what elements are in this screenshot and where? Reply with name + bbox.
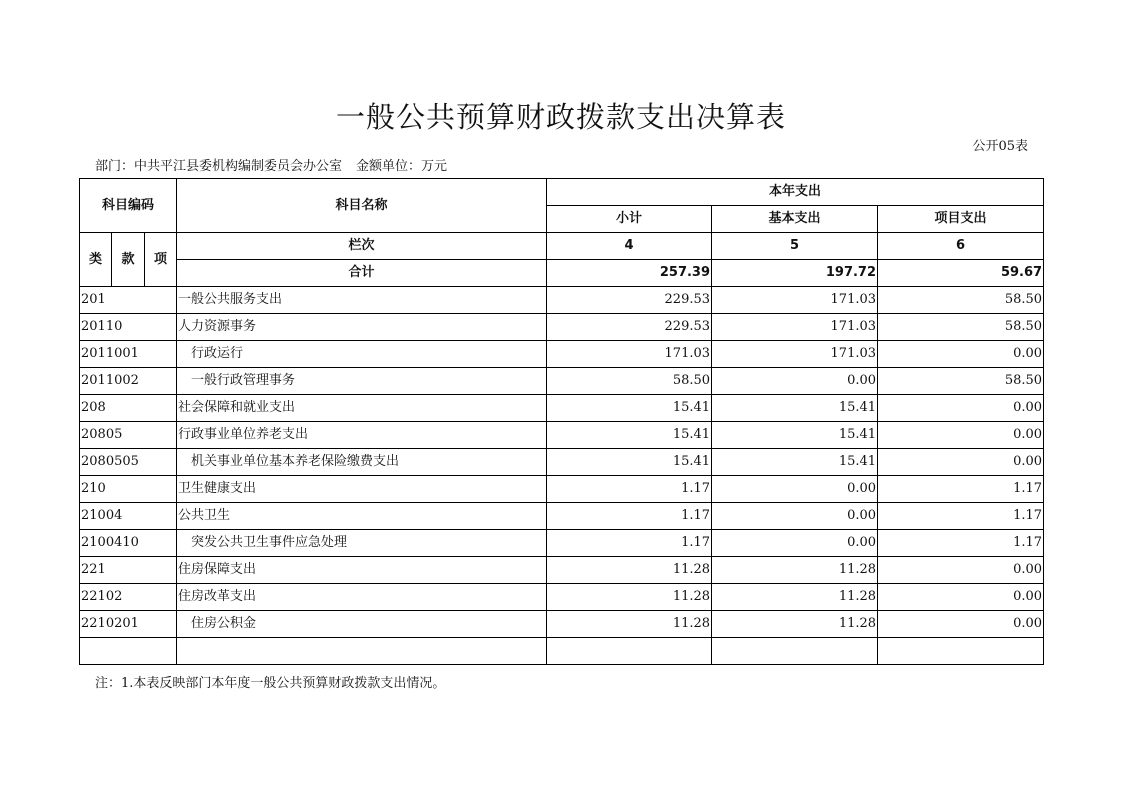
table-row — [80, 314, 1044, 341]
row-name: 卫生健康支出 — [177, 476, 547, 503]
empty-cell — [878, 638, 1044, 665]
row-project: 0.00 — [878, 584, 1044, 611]
row-code: 221 — [80, 557, 177, 584]
header-col-4: 4 — [547, 233, 712, 260]
table-row — [80, 476, 1044, 503]
table-row — [80, 557, 1044, 584]
row-name: 住房公积金 — [177, 611, 547, 638]
row-code: 2210201 — [80, 611, 177, 638]
row-basic: 15.41 — [712, 395, 878, 422]
table-row — [80, 422, 1044, 449]
total-row — [80, 260, 1044, 287]
header-project: 项目支出 — [878, 206, 1044, 233]
page-title: 一般公共预算财政拨款支出决算表 — [335, 100, 786, 134]
row-subtotal: 1.17 — [547, 503, 712, 530]
row-subtotal: 58.50 — [547, 368, 712, 395]
expenditure-table — [79, 178, 1044, 665]
row-basic: 15.41 — [712, 449, 878, 476]
row-code: 2080505 — [80, 449, 177, 476]
table-row — [80, 395, 1044, 422]
row-name: 一般公共服务支出 — [177, 287, 547, 314]
row-subtotal: 11.28 — [547, 557, 712, 584]
header-basic: 基本支出 — [712, 206, 878, 233]
header-col-6: 6 — [878, 233, 1044, 260]
header-column-label: 栏次 — [177, 233, 547, 260]
row-subtotal: 11.28 — [547, 584, 712, 611]
total-project: 59.67 — [878, 260, 1044, 287]
row-code: 2011002 — [80, 368, 177, 395]
header-name: 科目名称 — [177, 179, 547, 233]
row-subtotal: 171.03 — [547, 341, 712, 368]
unit-label: 金额单位：万元 — [356, 159, 448, 174]
row-project: 58.50 — [878, 314, 1044, 341]
row-code: 208 — [80, 395, 177, 422]
form-number: 公开05表 — [972, 139, 1028, 154]
row-basic: 171.03 — [712, 314, 878, 341]
row-subtotal: 15.41 — [547, 449, 712, 476]
row-name: 行政运行 — [177, 341, 547, 368]
row-subtotal: 229.53 — [547, 314, 712, 341]
row-project: 58.50 — [878, 368, 1044, 395]
row-project: 1.17 — [878, 530, 1044, 557]
row-subtotal: 229.53 — [547, 287, 712, 314]
row-subtotal: 1.17 — [547, 530, 712, 557]
empty-cell — [547, 638, 712, 665]
row-code: 22102 — [80, 584, 177, 611]
row-code: 2100410 — [80, 530, 177, 557]
table-row — [80, 503, 1044, 530]
empty-row — [80, 638, 1044, 665]
row-code: 2011001 — [80, 341, 177, 368]
header-kuan: 款 — [112, 233, 145, 287]
row-project: 0.00 — [878, 449, 1044, 476]
row-project: 0.00 — [878, 341, 1044, 368]
row-code: 210 — [80, 476, 177, 503]
header-row-3 — [80, 233, 1044, 260]
total-subtotal: 257.39 — [547, 260, 712, 287]
header-xiang: 项 — [145, 233, 177, 287]
row-subtotal: 15.41 — [547, 395, 712, 422]
row-project: 0.00 — [878, 611, 1044, 638]
row-basic: 171.03 — [712, 341, 878, 368]
row-project: 1.17 — [878, 476, 1044, 503]
header-row-1 — [80, 179, 1044, 206]
row-name: 行政事业单位养老支出 — [177, 422, 547, 449]
row-subtotal: 15.41 — [547, 422, 712, 449]
header-col-5: 5 — [712, 233, 878, 260]
row-name: 住房保障支出 — [177, 557, 547, 584]
footnote: 注：1.本表反映部门本年度一般公共预算财政拨款支出情况。 — [95, 676, 446, 691]
row-name: 社会保障和就业支出 — [177, 395, 547, 422]
row-basic: 171.03 — [712, 287, 878, 314]
table-row — [80, 611, 1044, 638]
row-basic: 0.00 — [712, 476, 878, 503]
row-basic: 11.28 — [712, 584, 878, 611]
department-label: 部门：中共平江县委机构编制委员会办公室 — [95, 159, 343, 174]
row-name: 住房改革支出 — [177, 584, 547, 611]
department-line — [95, 158, 447, 176]
row-name: 人力资源事务 — [177, 314, 547, 341]
row-basic: 11.28 — [712, 557, 878, 584]
row-basic: 15.41 — [712, 422, 878, 449]
row-basic: 0.00 — [712, 503, 878, 530]
row-code: 21004 — [80, 503, 177, 530]
row-basic: 11.28 — [712, 611, 878, 638]
row-name: 一般行政管理事务 — [177, 368, 547, 395]
empty-cell — [80, 638, 177, 665]
row-project: 0.00 — [878, 395, 1044, 422]
table-row — [80, 449, 1044, 476]
row-subtotal: 1.17 — [547, 476, 712, 503]
header-lei: 类 — [80, 233, 112, 287]
total-label: 合计 — [177, 260, 547, 287]
header-current-year: 本年支出 — [547, 179, 1044, 206]
empty-cell — [712, 638, 878, 665]
table-row — [80, 530, 1044, 557]
table-row — [80, 368, 1044, 395]
row-name: 突发公共卫生事件应急处理 — [177, 530, 547, 557]
header-subtotal: 小计 — [547, 206, 712, 233]
row-project: 0.00 — [878, 422, 1044, 449]
row-subtotal: 11.28 — [547, 611, 712, 638]
row-name: 公共卫生 — [177, 503, 547, 530]
total-basic: 197.72 — [712, 260, 878, 287]
row-name: 机关事业单位基本养老保险缴费支出 — [177, 449, 547, 476]
row-basic: 0.00 — [712, 530, 878, 557]
empty-cell — [177, 638, 547, 665]
row-basic: 0.00 — [712, 368, 878, 395]
table-row — [80, 287, 1044, 314]
table-row — [80, 341, 1044, 368]
row-project: 58.50 — [878, 287, 1044, 314]
header-code: 科目编码 — [80, 179, 177, 233]
row-code: 20805 — [80, 422, 177, 449]
table-row — [80, 584, 1044, 611]
row-project: 1.17 — [878, 503, 1044, 530]
row-code: 201 — [80, 287, 177, 314]
row-project: 0.00 — [878, 557, 1044, 584]
row-code: 20110 — [80, 314, 177, 341]
